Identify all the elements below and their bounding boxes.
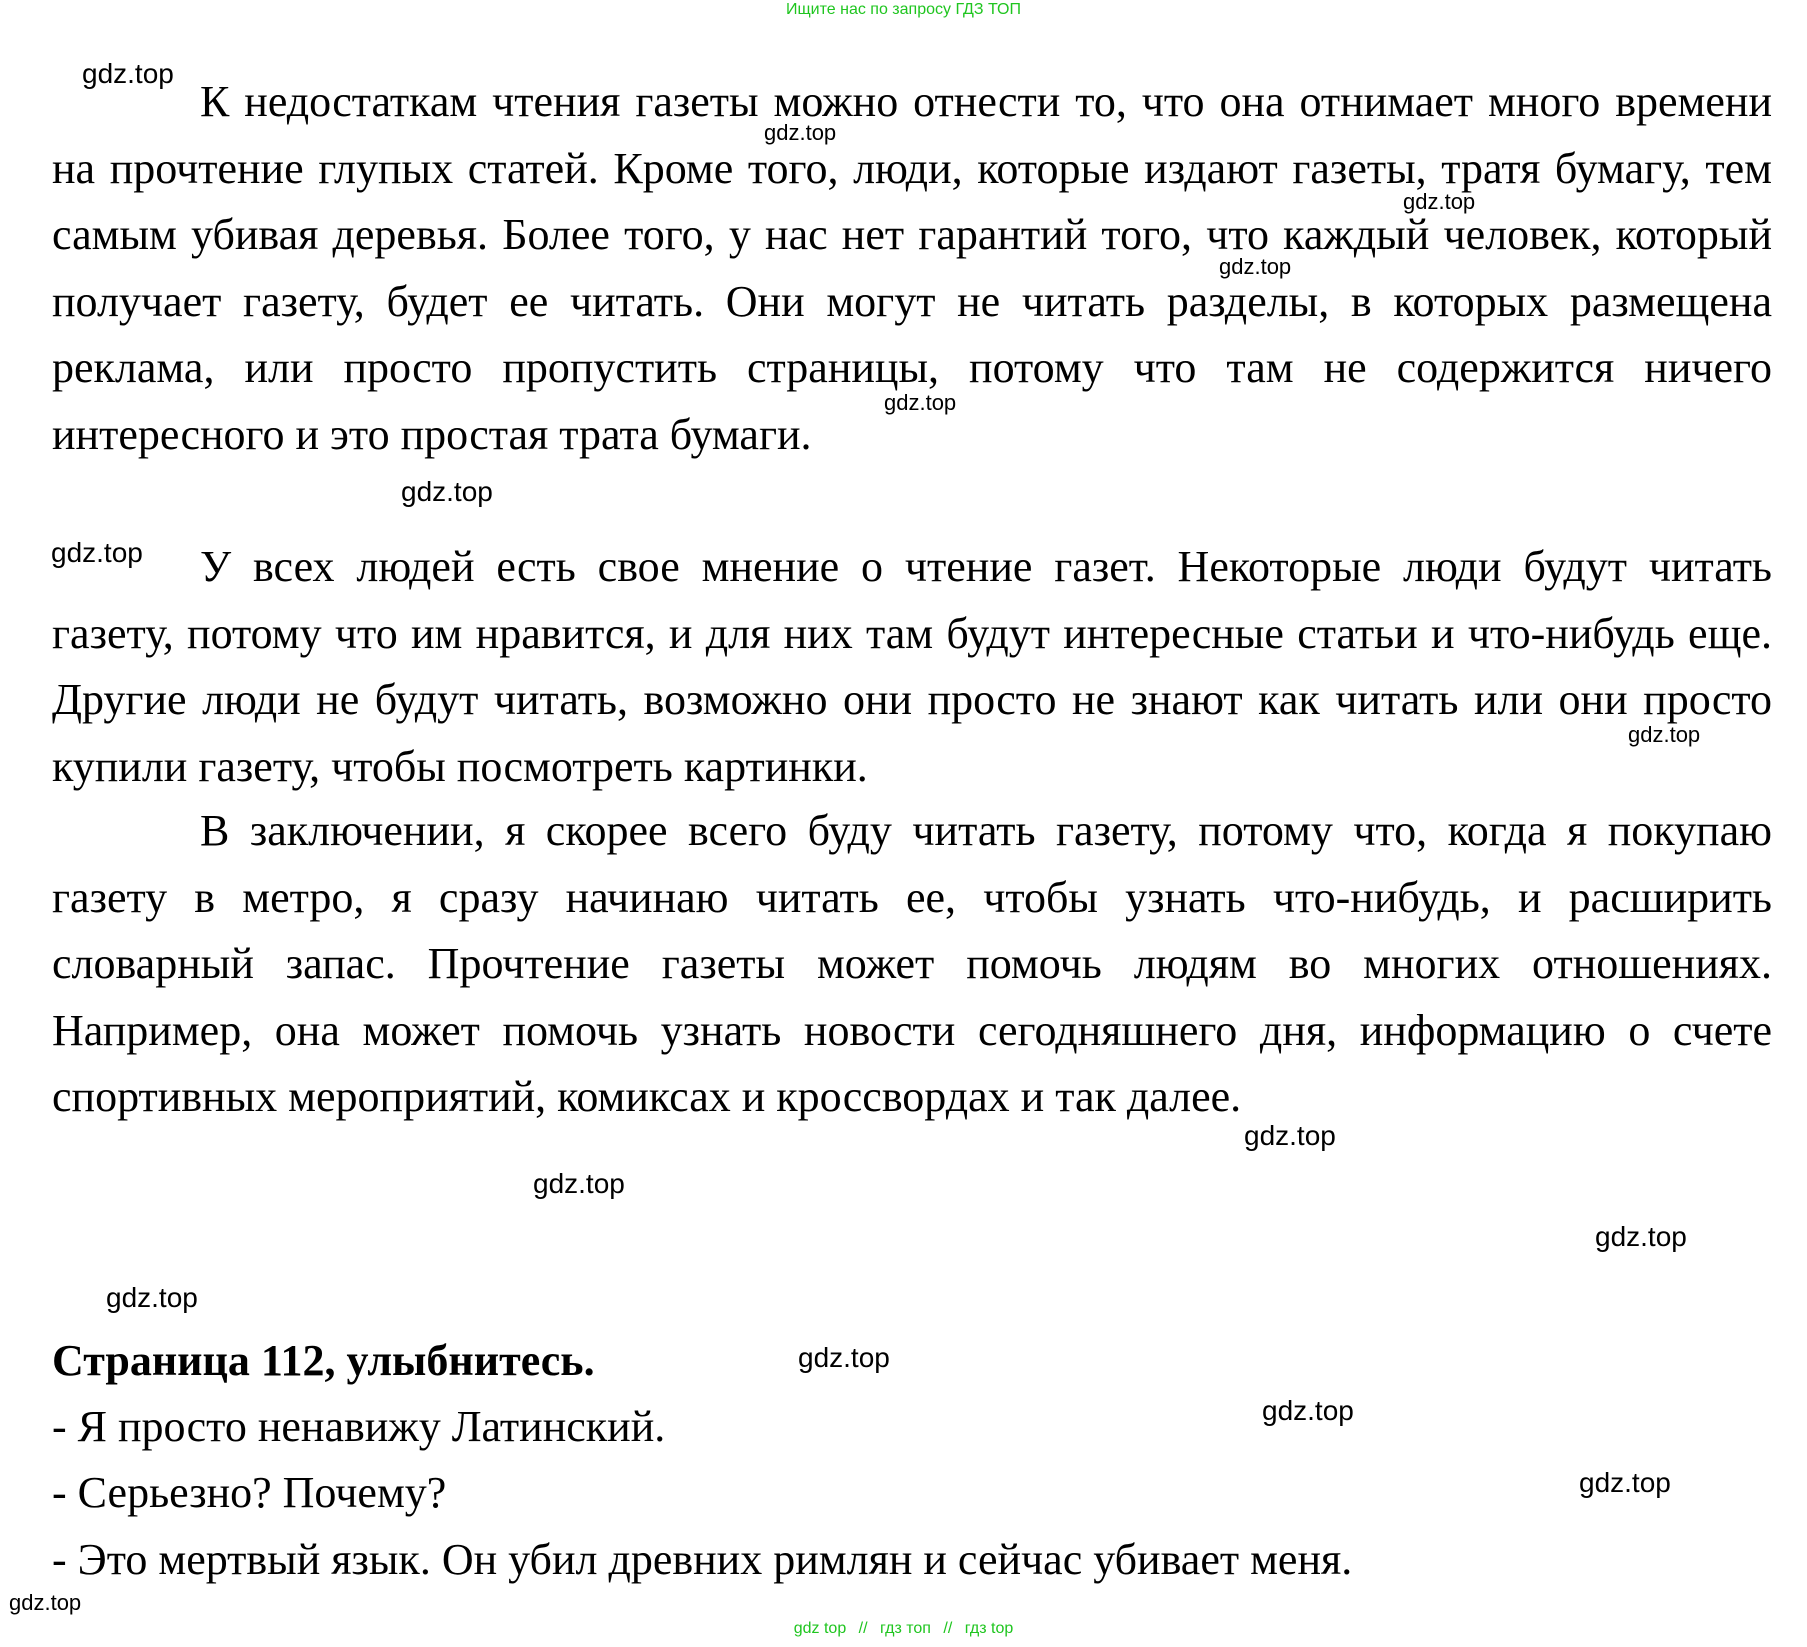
watermark: gdz.top [82,58,174,89]
watermark: gdz.top [764,120,837,145]
section-heading: Страница 112, улыбнитесь. [52,1336,595,1385]
watermark: gdz.top [106,1282,198,1313]
watermark: gdz.top [1579,1467,1671,1498]
paragraph-2: У всех людей есть свое мнение о чтение газет. Некоторые люди будут читать газету, потому что им нравится, и для них там будут интересные статьи и что-нибудь еще. Другие люди не будут читать, возможно они просто не знают как читать или они просто купили газету, чтобы посмотреть картинки. [52,542,1772,791]
top-banner[interactable]: Ищите нас по запросу ГДЗ ТОП [786,1,1021,18]
watermark: gdz.top [9,1590,82,1615]
dialogue-line-1: - Я просто ненавижу Латинский. [52,1402,666,1451]
paragraph-3-block [52,798,1772,1131]
watermark: gdz.top [884,390,957,415]
paragraph-2-block [52,534,1772,800]
footer-link-gdz-top-mixed[interactable]: гдз top [964,1620,1014,1637]
footer-separator: // [858,1620,868,1637]
watermark: gdz.top [533,1168,625,1199]
paragraph-3: В заключении, я скорее всего буду читать газету, потому что, когда я покупаю газету в метро, я сразу начинаю читать ее, чтобы узнать что-нибудь, и расширить словарный запас. Прочтение газеты может помочь людям во многих отношениях. Например, она может помочь узнать новости сегодняшнего дня, информацию о счете спортивных мероприятий, комиксах и кроссвордах и так далее. [52,806,1772,1121]
watermark: gdz.top [1628,722,1701,747]
dialogue-line-2: - Серьезно? Почему? [52,1468,447,1517]
footer-separator: // [943,1620,953,1637]
watermark: gdz.top [798,1342,890,1373]
paragraph-1: К недостаткам чтения газеты можно отнести то, что она отнимает много времени на прочтение глупых статей. Кроме того, люди, которые издают газеты, тратя бумагу, тем самым убивая деревья. Более того, у нас нет гарантий того, что каждый человек, который получает газету, будет ее читать. Они могут не читать разделы, в которых размещена реклама, или просто пропустить страницы, потому что там не содержится ничего интересного и это простая трата бумаги. [52,77,1772,459]
watermark: gdz.top [1403,189,1476,214]
watermark: gdz.top [1244,1120,1336,1151]
watermark: gdz.top [1219,254,1292,279]
watermark: gdz.top [401,476,493,507]
dialogue-line-3: - Это мертвый язык. Он убил древних римлян и сейчас убивает меня. [52,1535,1353,1584]
watermark: gdz.top [1595,1221,1687,1252]
watermark: gdz.top [1262,1395,1354,1426]
footer-links [0,1620,1807,1638]
footer-link-gdz-top-ru[interactable]: гдз топ [880,1620,931,1637]
watermark: gdz.top [51,537,143,568]
footer-link-gdz-top[interactable]: gdz top [793,1620,847,1637]
